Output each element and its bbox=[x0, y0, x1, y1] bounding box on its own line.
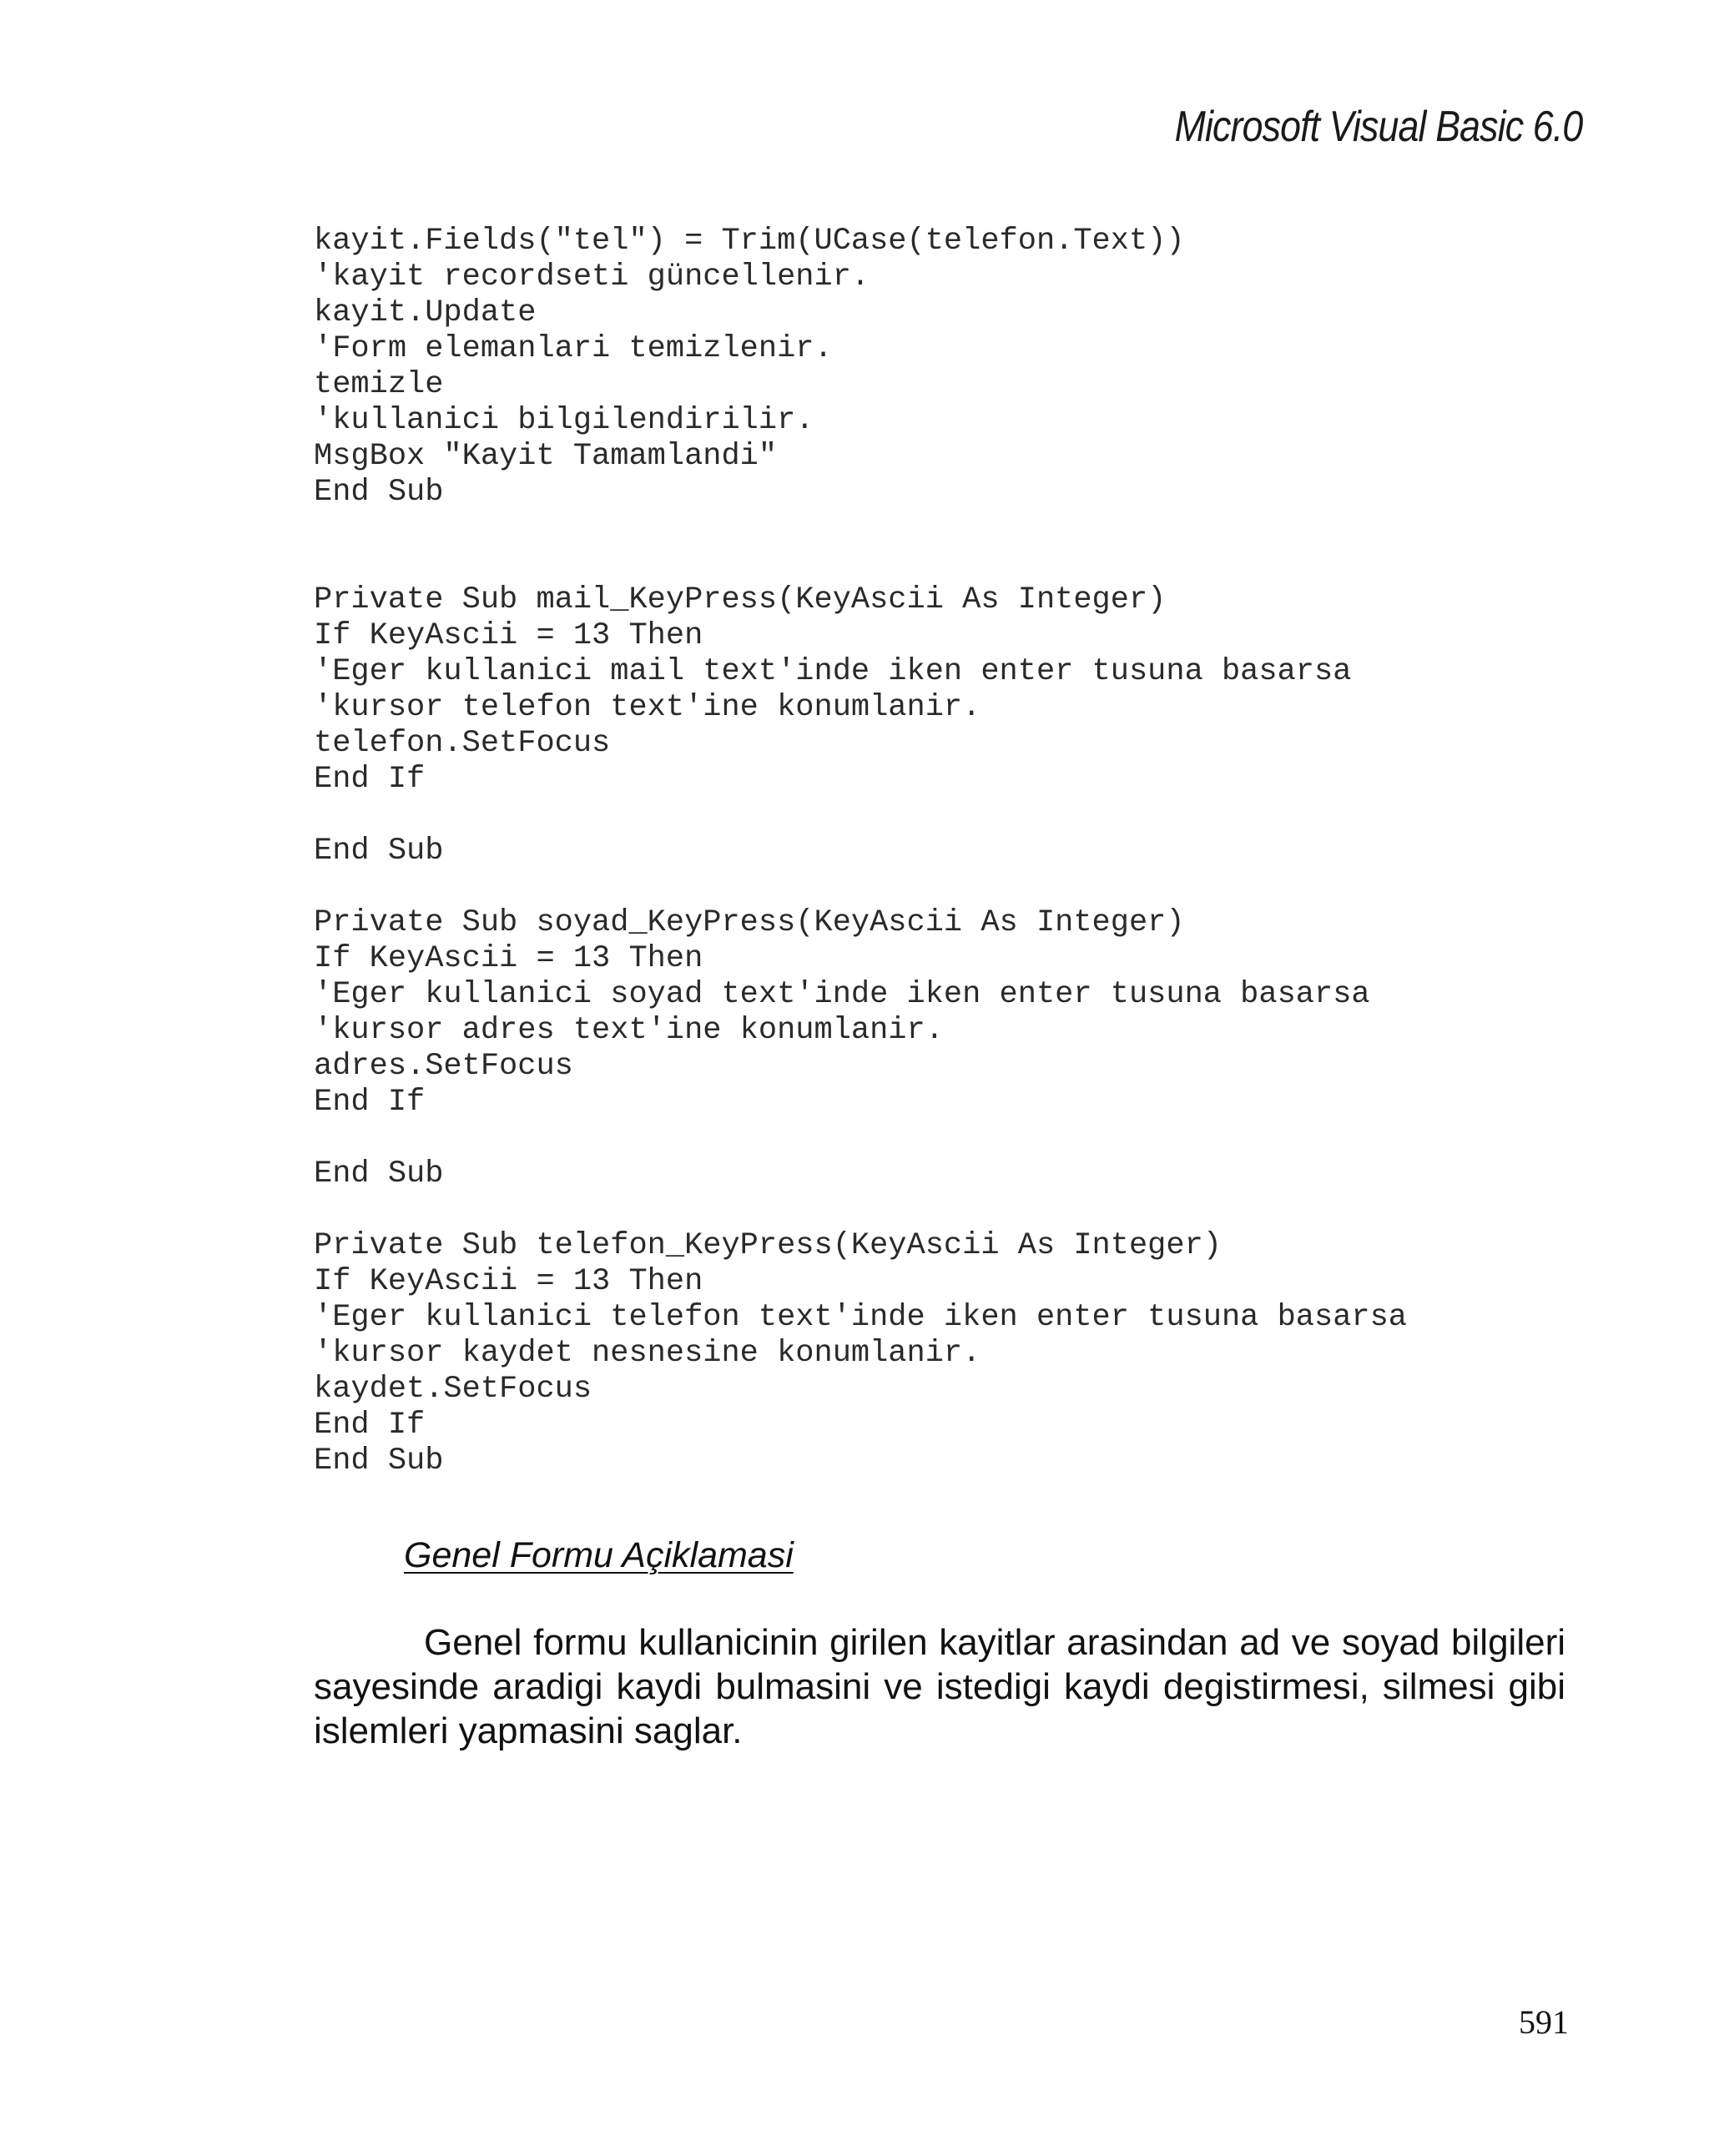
running-header-title: Microsoft Visual Basic 6.0 bbox=[1174, 103, 1582, 151]
code-line: 'Eger kullanici mail text'inde iken enter tusuna basarsa bbox=[314, 654, 1352, 689]
code-line: Private Sub telefon_KeyPress(KeyAscii As Integer) bbox=[314, 1228, 1222, 1263]
code-line: End Sub bbox=[314, 834, 444, 869]
code-line: kayit.Fields("tel") = Trim(UCase(telefon.Text)) bbox=[314, 224, 1185, 259]
code-line bbox=[314, 511, 1407, 547]
code-line bbox=[314, 1121, 1407, 1156]
code-line: End Sub bbox=[314, 1156, 444, 1191]
code-line: 'kursor kaydet nesnesine konumlanir. bbox=[314, 1336, 981, 1371]
code-line: 'kullanici bilgilendirilir. bbox=[314, 403, 814, 438]
code-line: 'Form elemanlari temizlenir. bbox=[314, 331, 833, 366]
code-line: End If bbox=[314, 1408, 426, 1443]
code-line: 'Eger kullanici soyad text'inde iken enter tusuna basarsa bbox=[314, 977, 1370, 1012]
code-line: If KeyAscii = 13 Then bbox=[314, 1264, 703, 1299]
code-line: End Sub bbox=[314, 1443, 444, 1478]
code-line: 'kayit recordseti güncellenir. bbox=[314, 259, 870, 295]
code-line: End If bbox=[314, 1085, 426, 1120]
code-line: End Sub bbox=[314, 475, 444, 510]
code-line: Private Sub mail_KeyPress(KeyAscii As Integer) bbox=[314, 582, 1167, 617]
body-paragraph: Genel formu kullanicinin girilen kayitlar arasindan ad ve soyad bilgileri sayesinde aradigi kaydi bulmasini ve istedigi kaydi degistirmesi, silmesi gibi islemleri yapmasini saglar. bbox=[314, 1622, 1565, 1751]
code-line: 'kursor telefon text'ine konumlanir. bbox=[314, 690, 981, 725]
code-line: 'kursor adres text'ine konumlanir. bbox=[314, 1013, 944, 1048]
code-line: If KeyAscii = 13 Then bbox=[314, 941, 703, 976]
code-line bbox=[314, 798, 1407, 834]
page-number: 591 bbox=[1519, 2003, 1569, 2041]
code-line: adres.SetFocus bbox=[314, 1049, 573, 1084]
code-line: Private Sub soyad_KeyPress(KeyAscii As Integer) bbox=[314, 905, 1185, 940]
section-heading: Genel Formu Açiklamasi bbox=[404, 1535, 794, 1575]
code-line bbox=[314, 1192, 1407, 1228]
code-line bbox=[314, 547, 1407, 582]
code-listing bbox=[314, 224, 1407, 1479]
code-line: End If bbox=[314, 762, 426, 797]
code-line: If KeyAscii = 13 Then bbox=[314, 618, 703, 653]
code-line: kayit.Update bbox=[314, 295, 537, 330]
code-line bbox=[314, 869, 1407, 905]
code-line: 'Eger kullanici telefon text'inde iken enter tusuna basarsa bbox=[314, 1300, 1408, 1335]
code-line: MsgBox "Kayit Tamamlandi" bbox=[314, 439, 778, 474]
code-line: temizle bbox=[314, 367, 444, 402]
code-line: telefon.SetFocus bbox=[314, 726, 611, 761]
code-line: kaydet.SetFocus bbox=[314, 1372, 592, 1407]
